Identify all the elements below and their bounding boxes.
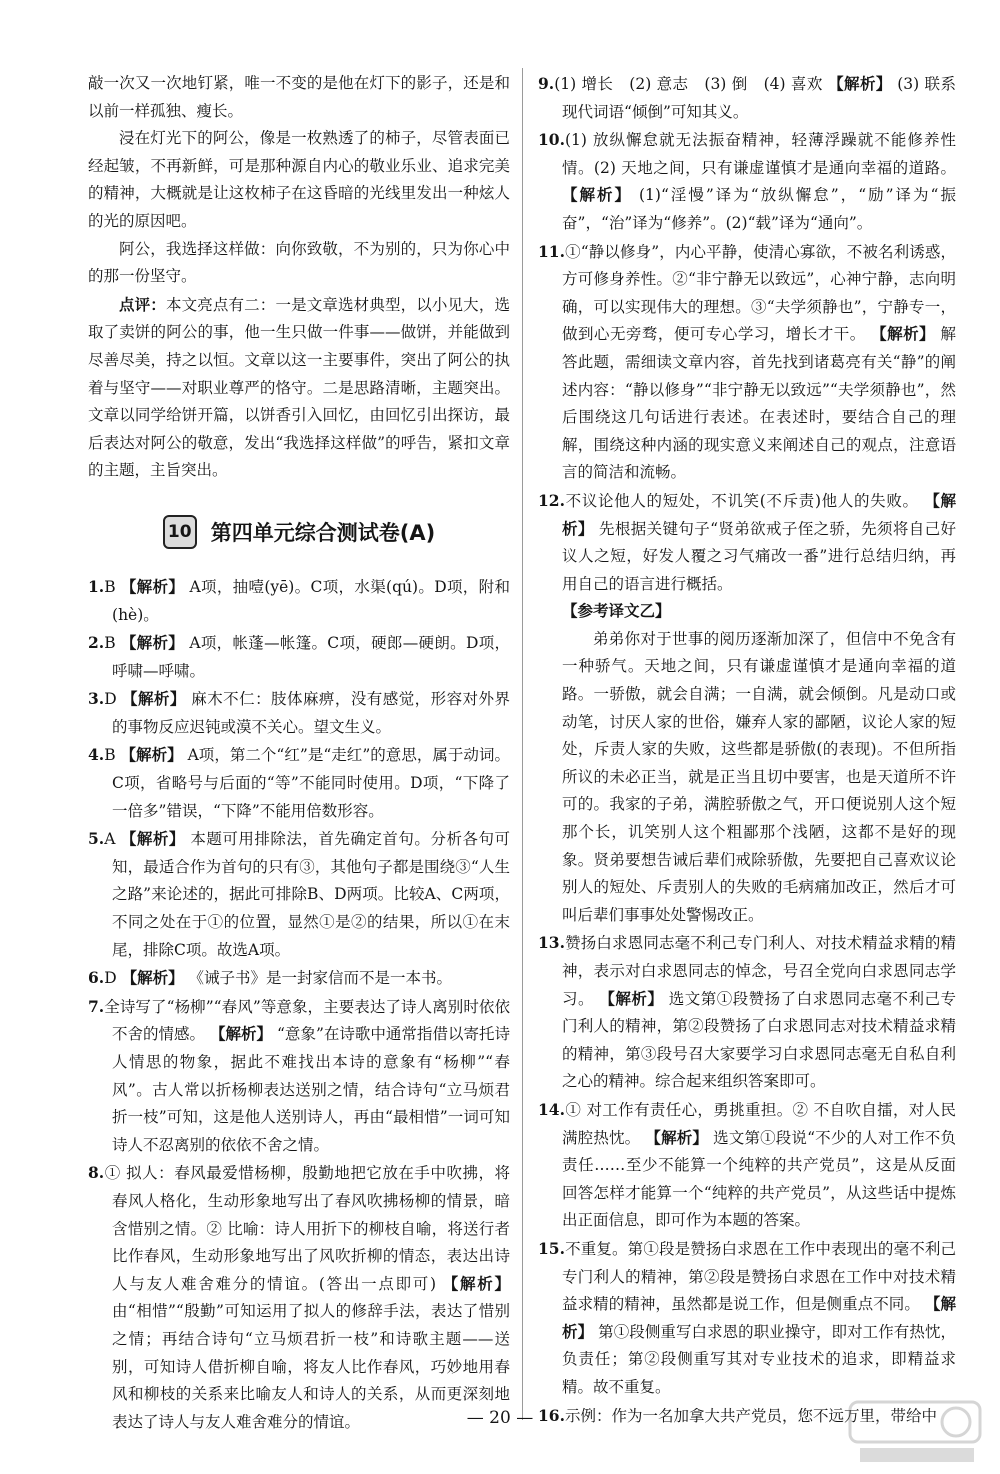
answer-number: 7. <box>88 996 105 1016</box>
analysis-text: 麻木不仁：肢体麻痹，没有感觉，形容对外界的事物反应迟钝或漠不关心。望文生义。 <box>112 690 510 736</box>
answer-text: 全诗写了“杨柳”“春风”等意象，主要表达了诗人离别时依依不舍的情感。 <box>104 997 510 1044</box>
answer-number: 15. <box>538 1238 565 1258</box>
analysis-text: “意象”在诗歌中通常指借以寄托诗人情思的物象，据此不难找出本诗的意象有“杨柳”“春风”。古人常以折杨柳表达送别之情，结合诗句“立马烦君折一枝”可知，这是他人送别诗人，再由“最相惜”一词可知诗人不忍离别的依依不舍之情。 <box>112 1025 510 1154</box>
analysis-text: A项，第二个“红”是“走红”的意思，属于动词。C项，省略号与后面的“等”不能同时使用。D项，“下降了一倍多”错误，“下降”不能用倍数形容。 <box>112 746 510 820</box>
analysis-text: 第①段侧重写白求恩的职业操守，即对工作有热忱，负责任；第②段侧重写其对专业技术的追求，即精益求精。故不重复。 <box>562 1322 956 1396</box>
answer-item <box>538 929 956 1096</box>
answer-item <box>88 964 510 993</box>
answer-text: A <box>104 830 116 849</box>
story-paragraph: 浸在灯光下的阿公，像是一枚熟透了的柿子，尽管表面已经起皱，不再新鲜，可是那种源自内心的敬业乐业、追求完美的精神，大概就是让这枚柿子在这昏暗的光线里发出一种炫人的光的原因吧。 <box>88 129 510 230</box>
analysis-text: 《诫子书》是一封家信而不是一本书。 <box>188 969 453 988</box>
answer-text: B <box>104 577 116 596</box>
answer-item <box>88 629 510 685</box>
answer-text: D <box>104 690 117 709</box>
reference-translation-text: 弟弟你对于世事的阅历逐渐加深了，但信中不免含有一种骄气。天地之间，只有谦虚谨慎才是通向幸福的道路。一骄傲，就会自满；一自满，就会倾倒。凡是动口或动笔，讨厌人家的世俗，嫌弃人家的鄙陋，议论人家的短处，斥责人家的失败，这些都是骄傲(的表现)。不但所指所议的未必正当，就是正当且切中要害，也是天道所不许可的。我家的子弟，满腔骄傲之气，开口便说别人这个短那个长，讥笑别人这个粗鄙那个浅陋，这都不是好的现象。贤弟要想告诫后辈们戒除骄傲，先要把自己喜欢议论别人的短处、斥责别人的失败的毛病痛加改正，然后才可叫后辈们事事处处警惕改正。 <box>562 629 956 924</box>
answer-text: D <box>104 969 117 988</box>
answer-text: ① 对工作有责任心，勇挑重担。② 不自吹自擂，对人民满腔热忱。 <box>562 1100 956 1147</box>
answer-list <box>88 573 510 1436</box>
section-heading <box>88 503 510 561</box>
analysis-text: 先根据关键句子“贤弟欲戒子侄之骄，先须将自己好议人之短，好发人覆之习气痛改一番”进行总结归纳，再用自己的语言进行概括。 <box>562 519 956 593</box>
answer-number: 8. <box>88 1163 105 1183</box>
answer-item <box>88 1159 510 1436</box>
comment-paragraph <box>88 291 510 485</box>
analysis-text: (3) 联系现代词语“倾倒”可知其义。 <box>562 75 956 121</box>
story-paragraph: 阿公，我选择这样做：向你致敬，不为别的，只为你心中的那一份坚守。 <box>88 239 510 286</box>
answer-number: 6. <box>88 968 105 988</box>
answer-text: ① 拟人：春风最爱惜杨柳，殷勤地把它放在手中吹拂，将春风人格化，生动形象地写出了春风吹拂杨柳的情景，暗含惜别之情。② 比喻：诗人用折下的柳枝自喻，将送行者比作春风，生动形象地写出了风吹折柳的情态，表达出诗人与友人难舍难分的情谊。(答出一点即可) <box>104 1164 510 1293</box>
analysis-label: 【解析】 <box>120 746 183 765</box>
analysis-label: 【解析】 <box>562 186 633 205</box>
answer-text: 示例：作为一名加拿大共产党员，您不远万里，带给中 <box>564 1406 937 1425</box>
answer-item <box>538 238 956 487</box>
right-column <box>538 70 956 1430</box>
answer-number: 11. <box>538 241 565 261</box>
answer-item <box>538 1235 956 1402</box>
analysis-label: 【解析】 <box>871 325 936 344</box>
analysis-label: 【解析】 <box>120 634 185 653</box>
answer-item <box>538 487 956 598</box>
analysis-text: 选文第①段赞扬了白求恩同志毫不利己专门利人的精神，第②段赞扬了白求恩同志对技术精益求精的精神，第③段号召大家要学习白求恩同志毫无自私自利之心的精神。综合起来组织答案即可。 <box>562 989 956 1091</box>
analysis-label: 【解析】 <box>562 491 956 538</box>
analysis-label: 【解析】 <box>210 1025 273 1044</box>
answer-item <box>88 685 510 741</box>
answer-text: 赞扬白求恩同志毫不利己专门利人、对技术精益求精的精神，表示对白求恩同志的悼念，号召全党向白求恩同志学习。 <box>562 934 956 1008</box>
answer-item <box>88 825 510 964</box>
answer-text: (1) 放纵懈怠就无法振奋精神，轻薄浮躁就不能修养性情。(2) 天地之间，只有谦虚谨慎才是通向幸福的道路。 <box>562 131 956 177</box>
analysis-text: 本题可用排除法，首先确定首句。分析各句可知，最适合作为首句的只有③，其他句子都是围绕③“人生之路”来论述的，据此可排除B、D两项。比较A、C两项，不同之处在于①的位置，显然①是②的结果，所以①在末尾，排除C项。故选A项。 <box>112 830 510 959</box>
analysis-label: 【解析】 <box>122 690 186 709</box>
answer-item <box>88 573 510 629</box>
answer-number: 13. <box>538 933 565 953</box>
answer-item <box>538 70 956 126</box>
analysis-text: (1)“淫慢”译为“放纵懈怠”，“励”译为“振奋”，“治”译为“修养”。(2)“载”译为“通向”。 <box>562 186 956 232</box>
answer-number: 2. <box>88 633 105 653</box>
answer-number: 9. <box>538 74 555 93</box>
answer-text: B <box>104 746 116 765</box>
analysis-label: 【解析】 <box>442 1274 510 1293</box>
answer-text: B <box>104 634 116 653</box>
answer-number: 4. <box>88 745 105 765</box>
analysis-label: 【解析】 <box>562 1295 956 1341</box>
reference-translation-label: 【参考译文乙】 <box>562 602 671 621</box>
answer-list <box>538 70 956 598</box>
section-title: 第四单元综合测试卷(A) <box>210 520 436 545</box>
analysis-text: A项，抽噎(yē)。C项，水渠(qú)。D项，附和(hè)。 <box>112 577 510 624</box>
answer-item <box>88 741 510 825</box>
answer-item <box>538 126 956 237</box>
comment-label: 点评： <box>119 294 166 314</box>
analysis-label: 【解析】 <box>828 75 892 93</box>
analysis-text: 解答此题，需细读文章内容，首先找到诸葛亮有关“静”的阐述内容：“静以修身”“非宁静无以致远”“夫学须静也”，然后围绕这几句话进行表述。在表述时，要结合自己的理解，围绕这种内涵的现实意义来阐述自己的观点，注意语言的简洁和流畅。 <box>562 325 956 482</box>
answer-number: 5. <box>88 829 105 849</box>
answer-text: 不议论他人的短处，不讥笑(不斥责)他人的失败。 <box>564 491 919 510</box>
column-divider <box>522 68 523 1420</box>
story-paragraph: 敲一次又一次地钉紧，唯一不变的是他在灯下的影子，还是和以前一样孤独、瘦长。 <box>88 74 510 120</box>
analysis-label: 【解析】 <box>120 577 185 596</box>
analysis-text: 选文第①段说“不少的人对工作不负责任……至少不能算一个纯粹的共产党员”，这是从反面回答怎样才能算一个“纯粹的共产党员”，从这些话中提炼出正面信息，即可作为本题的答案。 <box>562 1128 956 1230</box>
answer-text: 不重复。第①段是赞扬白求恩在工作中表现出的毫不利己专门利人的精神，第②段是赞扬白求恩在工作中对技术精益求精的精神，虽然都是说工作，但是侧重点不同。 <box>562 1239 956 1314</box>
answer-text: (1) 增长 (2) 意志 (3) 倒 (4) 喜欢 <box>554 75 823 93</box>
analysis-label: 【解析】 <box>599 989 664 1008</box>
analysis-label: 【解析】 <box>121 969 184 988</box>
answer-text: ①“静以修身”，内心平静，使清心寡欲，不被名利诱惑，方可修身养性。②“非宁静无以致远”，心神宁静，志向明确，可以实现伟大的理想。③“夫学须静也”，宁静专一，做到心无旁骛，便可专心学习，增长才干。 <box>562 242 956 344</box>
left-column <box>88 70 510 1436</box>
answer-number: 3. <box>88 689 105 709</box>
analysis-text: A项，帐蓬—帐篷。C项，硬郎—硬朗。D项，呼啸—呼啸。 <box>112 634 510 680</box>
answer-number: 12. <box>538 490 565 510</box>
analysis-text: 由“相惜”“殷勤”可知运用了拟人的修辞手法，表达了惜别之情；再结合诗句“立马烦君折一枝”和诗歌主题——送别，可知诗人借折柳自喻，将友人比作春风，巧妙地用春风和柳枝的关系来比喻友人和诗人的关系，从而更深刻地表达了诗人与友人难舍难分的情谊。 <box>112 1302 510 1431</box>
answer-number: 10. <box>538 130 565 150</box>
comment-text: 本文亮点有二：一是文章选材典型，以小见大，选取了卖饼的阿公的事，他一生只做一件事——做饼，并能做到尽善尽美，持之以恒。文章以这一主要事件，突出了阿公的执着与坚守——对职业尊严的恪守。二是思路清晰，主题突出。文章以同学给饼开篇，以饼香引入回忆，由回忆引出探访，最后表达对阿公的敬意，发出“我选择这样做”的呼告，紧扣文章的主题，主旨突出。 <box>88 295 510 480</box>
answer-list <box>538 929 956 1430</box>
page-number: — 20 — <box>466 1408 534 1428</box>
answer-number: 14. <box>538 1099 565 1119</box>
answer-number: 1. <box>88 576 105 596</box>
section-number-badge: 10 <box>163 515 197 549</box>
answer-number: 16. <box>538 1405 565 1425</box>
analysis-label: 【解析】 <box>645 1128 709 1147</box>
watermark-logo <box>846 1396 986 1468</box>
answer-item <box>538 1096 956 1235</box>
analysis-label: 【解析】 <box>120 830 185 849</box>
answer-item <box>88 993 510 1160</box>
